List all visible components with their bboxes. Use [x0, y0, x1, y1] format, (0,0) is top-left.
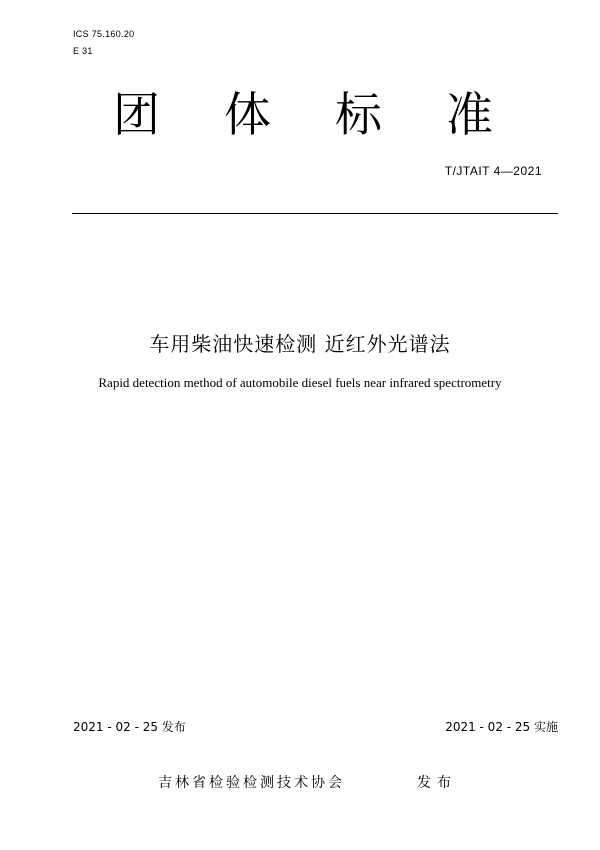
standard-number: T/JTAIT 4—2021 — [444, 164, 542, 178]
document-title-english: Rapid detection method of automobile diesel fuels near infrared spectrometry — [98, 375, 502, 390]
publisher-name: 吉林省检验检测技术协会 — [158, 775, 345, 791]
publish-label: 发布 — [417, 775, 457, 791]
ccs-code: E 31 — [73, 46, 93, 56]
standard-type-heading: 团体标准 — [113, 88, 557, 143]
document-title-chinese: 车用柴油快速检测 近红外光谱法 — [149, 332, 451, 356]
ics-code: ICS 75.160.20 — [73, 29, 135, 39]
header-divider — [72, 213, 558, 214]
issue-date: 2021 - 02 - 25 发布 — [73, 720, 186, 734]
implementation-date: 2021 - 02 - 25 实施 — [445, 720, 558, 734]
